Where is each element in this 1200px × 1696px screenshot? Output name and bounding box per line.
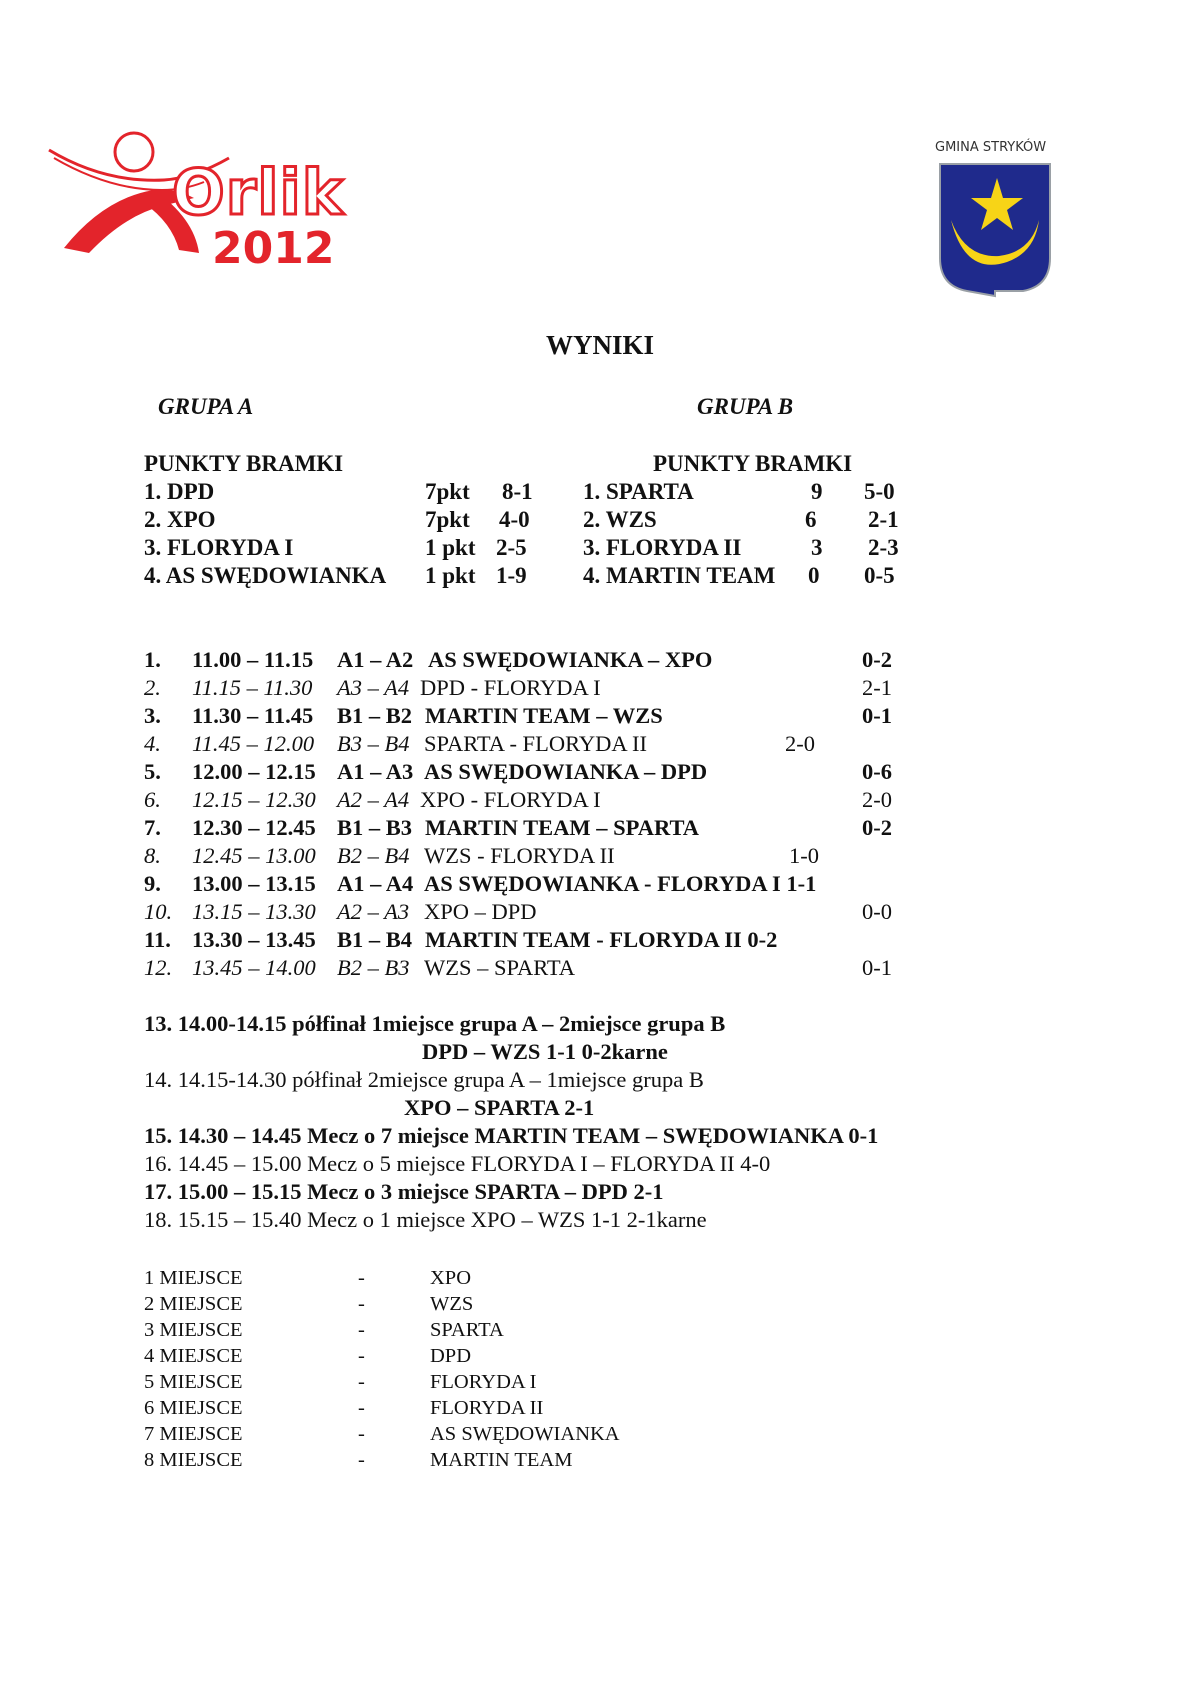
team-goals: 4-0 <box>499 507 530 532</box>
place-dash: - <box>358 1423 365 1445</box>
team-goals: 8-1 <box>502 479 533 504</box>
match-teams: AS SWĘDOWIANKA - FLORYDA I 1-1 <box>424 871 817 896</box>
match-time: 13.30 – 13.45 <box>192 927 316 952</box>
team-goals: 2-5 <box>496 535 527 560</box>
orlik-year: 2012 <box>212 223 335 274</box>
match-teams: DPD - FLORYDA I <box>420 675 601 700</box>
final-13: 13. 14.00-14.15 półfinał 1miejsce grupa A – 2miejsce grupa B <box>144 1011 726 1036</box>
final-18: 18. 15.15 – 15.40 Mecz o 1 miejsce XPO – WZS 1-1 2-1karne <box>144 1207 707 1232</box>
match-time: 12.45 – 13.00 <box>192 843 316 868</box>
final-14: 14. 14.15-14.30 półfinał 2miejsce grupa A – 1miejsce grupa B <box>144 1067 704 1092</box>
place-team: WZS <box>430 1293 474 1315</box>
match-pair: B2 – B4 <box>337 843 410 868</box>
final-16: 16. 14.45 – 15.00 Mecz o 5 miejsce FLORYDA I – FLORYDA II 4-0 <box>144 1151 771 1176</box>
match-time: 11.45 – 12.00 <box>192 731 315 756</box>
team-name: 1. SPARTA <box>583 479 694 504</box>
match-score: 2-0 <box>862 787 892 812</box>
match-number: 2. <box>144 675 161 700</box>
match-teams: MARTIN TEAM – WZS <box>425 703 663 728</box>
match-pair: A2 – A3 <box>337 899 410 924</box>
place-label: 6 MIEJSCE <box>144 1397 243 1419</box>
final-13-result: DPD – WZS 1-1 0-2karne <box>422 1039 668 1064</box>
match-number: 11. <box>144 927 171 952</box>
place-label: 5 MIEJSCE <box>144 1371 243 1393</box>
team-goals: 1-9 <box>496 563 527 588</box>
match-score: 0-2 <box>862 815 892 840</box>
match-number: 9. <box>144 871 161 896</box>
team-points: 6 <box>805 507 817 532</box>
team-name: 3. FLORYDA I <box>144 535 294 560</box>
place-label: 3 MIEJSCE <box>144 1319 243 1341</box>
match-pair: B2 – B3 <box>337 955 410 980</box>
match-time: 12.15 – 12.30 <box>192 787 316 812</box>
team-points: 1 pkt <box>425 563 476 588</box>
team-name: 4. AS SWĘDOWIANKA <box>144 563 387 588</box>
match-time: 12.30 – 12.45 <box>192 815 316 840</box>
place-team: FLORYDA II <box>430 1397 544 1419</box>
match-time: 13.45 – 14.00 <box>192 955 316 980</box>
place-dash: - <box>358 1449 365 1471</box>
match-pair: B1 – B3 <box>337 815 413 840</box>
final-15: 15. 14.30 – 14.45 Mecz o 7 miejsce MARTIN TEAM – SWĘDOWIANKA 0-1 <box>144 1123 879 1148</box>
match-teams: XPO – DPD <box>424 899 537 924</box>
match-time: 13.00 – 13.15 <box>192 871 316 896</box>
match-number: 5. <box>144 759 161 784</box>
team-name: 4. MARTIN TEAM <box>583 563 776 588</box>
orlik-wordmark: Orlik <box>172 156 345 229</box>
place-dash: - <box>358 1397 365 1419</box>
match-pair: B1 – B4 <box>337 927 413 952</box>
match-number: 4. <box>144 731 161 756</box>
match-teams: AS SWĘDOWIANKA – DPD <box>424 759 708 784</box>
match-pair: A1 – A4 <box>337 871 414 896</box>
place-label: 2 MIEJSCE <box>144 1293 243 1315</box>
page-title: WYNIKI <box>545 330 654 360</box>
match-teams: MARTIN TEAM – SPARTA <box>425 815 700 840</box>
match-pair: B1 – B2 <box>337 703 413 728</box>
match-teams: WZS - FLORYDA II <box>424 843 615 868</box>
match-score: 0-1 <box>862 955 892 980</box>
match-time: 13.15 – 13.30 <box>192 899 316 924</box>
place-dash: - <box>358 1267 365 1289</box>
team-points: 0 <box>808 563 820 588</box>
match-score: 0-0 <box>862 899 892 924</box>
team-goals: 2-1 <box>868 507 899 532</box>
team-goals: 2-3 <box>868 535 899 560</box>
place-label: 7 MIEJSCE <box>144 1423 243 1445</box>
match-teams: SPARTA - FLORYDA II <box>424 731 647 756</box>
place-dash: - <box>358 1319 365 1341</box>
place-dash: - <box>358 1345 365 1367</box>
match-teams: AS SWĘDOWIANKA – XPO <box>428 647 713 672</box>
team-name: 1. DPD <box>144 479 215 504</box>
place-team: MARTIN TEAM <box>430 1449 573 1471</box>
team-name: 2. XPO <box>144 507 216 532</box>
match-number: 7. <box>144 815 161 840</box>
match-score: 2-1 <box>862 675 892 700</box>
gmina-strykow-logo <box>935 140 1065 300</box>
match-pair: B3 – B4 <box>337 731 410 756</box>
team-name: 3. FLORYDA II <box>583 535 742 560</box>
group-a-title: GRUPA A <box>158 394 254 419</box>
final-14-result: XPO – SPARTA 2-1 <box>404 1095 595 1120</box>
match-pair: A3 – A4 <box>337 675 410 700</box>
match-score: 0-2 <box>862 647 892 672</box>
match-score: 0-6 <box>862 759 892 784</box>
place-dash: - <box>358 1371 365 1393</box>
team-goals: 5-0 <box>864 479 895 504</box>
team-points: 7pkt <box>425 507 470 532</box>
match-teams: MARTIN TEAM - FLORYDA II 0-2 <box>425 927 778 952</box>
place-label: 8 MIEJSCE <box>144 1449 243 1471</box>
match-number: 8. <box>144 843 161 868</box>
match-score: 1-0 <box>789 843 819 868</box>
match-pair: A2 – A4 <box>337 787 410 812</box>
team-points: 7pkt <box>425 479 470 504</box>
final-17: 17. 15.00 – 15.15 Mecz o 3 miejsce SPARTA – DPD 2-1 <box>144 1179 664 1204</box>
match-score: 0-1 <box>862 703 892 728</box>
team-points: 1 pkt <box>425 535 476 560</box>
match-number: 6. <box>144 787 161 812</box>
team-name: 2. WZS <box>583 507 657 532</box>
place-team: XPO <box>430 1267 472 1289</box>
match-teams: WZS – SPARTA <box>424 955 576 980</box>
match-pair: A1 – A3 <box>337 759 414 784</box>
group-b-header: PUNKTY BRAMKI <box>653 451 853 476</box>
place-label: 1 MIEJSCE <box>144 1267 243 1289</box>
match-number: 12. <box>144 955 173 980</box>
place-team: SPARTA <box>430 1319 504 1341</box>
match-time: 12.00 – 12.15 <box>192 759 316 784</box>
place-team: FLORYDA I <box>430 1371 537 1393</box>
match-time: 11.00 – 11.15 <box>192 647 314 672</box>
match-time: 11.30 – 11.45 <box>192 703 314 728</box>
orlik-2012-logo <box>44 128 354 288</box>
match-teams: XPO - FLORYDA I <box>420 787 601 812</box>
team-points: 3 <box>811 535 823 560</box>
team-points: 9 <box>811 479 823 504</box>
group-b-title: GRUPA B <box>697 394 794 419</box>
match-number: 1. <box>144 647 161 672</box>
match-number: 3. <box>144 703 161 728</box>
place-team: DPD <box>430 1345 472 1367</box>
team-goals: 0-5 <box>864 563 895 588</box>
match-score: 2-0 <box>785 731 815 756</box>
match-pair: A1 – A2 <box>337 647 414 672</box>
group-a-header: PUNKTY BRAMKI <box>144 451 344 476</box>
place-team: AS SWĘDOWIANKA <box>430 1423 620 1445</box>
place-dash: - <box>358 1293 365 1315</box>
place-label: 4 MIEJSCE <box>144 1345 243 1367</box>
coat-of-arms-icon <box>935 158 1065 308</box>
gmina-label: GMINA STRYKÓW <box>935 140 1047 155</box>
match-number: 10. <box>144 899 173 924</box>
match-time: 11.15 – 11.30 <box>192 675 313 700</box>
